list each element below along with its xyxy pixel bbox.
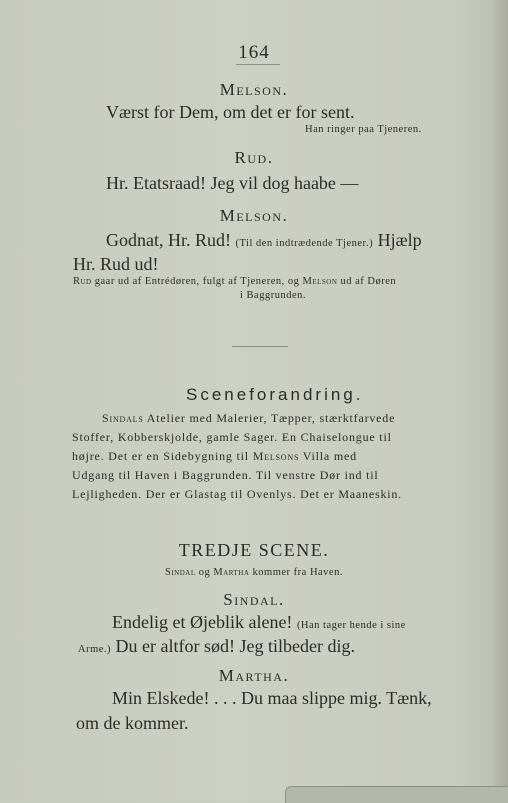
- scene-description: [72, 449, 357, 464]
- scene-change-heading: Sceneforandring.: [186, 385, 364, 404]
- section-rule: [232, 346, 288, 347]
- dialogue-line: [78, 636, 355, 657]
- stage-text: højre. Det er en Sidebygning til: [72, 449, 253, 463]
- dialogue-text: Hjælp: [377, 230, 422, 250]
- dialogue-line: [112, 612, 406, 633]
- scene-subtitle: [0, 567, 508, 578]
- scene-description: Udgang til Haven i Baggrunden. Til venstre Dør ind til: [72, 468, 379, 482]
- dialogue-text: Godnat, Hr. Rud!: [106, 230, 231, 250]
- dialogue-line: Hr. Rud ud!: [73, 254, 159, 274]
- scene-description: Lejligheden. Der er Glastag til Ovenlys. Det er Maaneskin.: [72, 487, 402, 501]
- character-name: Sindals: [102, 411, 144, 425]
- stage-text: ud af Døren: [337, 276, 397, 287]
- character-name: Sindal: [165, 567, 196, 578]
- scene-description: [102, 411, 395, 426]
- stage-text: kommer fra Haven.: [249, 567, 343, 578]
- character-name: Martha: [213, 567, 250, 578]
- dialogue-line: om de kommer.: [76, 713, 189, 733]
- speaker-melson-2: Melson.: [219, 206, 289, 225]
- character-name: Melson: [302, 276, 338, 287]
- dialogue-text: Du er altfor sød! Jeg tilbeder dig.: [115, 636, 355, 656]
- stage-text: gaar ud af Entrédøren, fulgt af Tjeneren, og: [91, 276, 303, 287]
- dialogue-line: Min Elskede! . . . Du maa slippe mig. Tænk,: [112, 688, 432, 708]
- stage-direction: [73, 276, 396, 287]
- stage-note: Han ringer paa Tjeneren.: [305, 124, 422, 135]
- stage-note: (Han tager hende i sine: [296, 620, 406, 631]
- stage-text: Villa med: [299, 449, 357, 463]
- dialogue-text: Endelig et Øjeblik alene!: [112, 612, 293, 632]
- character-name: Melsons: [252, 449, 300, 463]
- stage-note: Arme.): [78, 644, 112, 655]
- scene-title: TREDJE SCENE.: [178, 540, 330, 560]
- speaker-sindal: Sindal.: [223, 590, 285, 609]
- dialogue-line: [106, 230, 422, 251]
- stage-text: Atelier med Malerier, Tæpper, stærktfarvede: [143, 411, 396, 425]
- speaker-melson-1: Melson.: [219, 80, 289, 99]
- dialogue-line: Værst for Dem, om det er for sent.: [106, 102, 355, 122]
- speaker-martha: Martha.: [218, 666, 290, 685]
- page-number: 164: [238, 42, 270, 63]
- page-fold: [285, 786, 508, 803]
- speaker-rud: Rud.: [234, 148, 274, 167]
- top-rule: [236, 64, 280, 65]
- dialogue-line: Hr. Etatsraad! Jeg vil dog haabe —: [106, 173, 359, 193]
- scene-description: Stoffer, Kobberskjolde, gamle Sager. En Chaiselongue til: [72, 430, 392, 444]
- character-name: Rud: [73, 276, 92, 287]
- stage-text: og: [195, 567, 214, 578]
- stage-note: (Til den indtrædende Tjener.): [235, 238, 374, 249]
- stage-direction: i Baggrunden.: [240, 290, 306, 301]
